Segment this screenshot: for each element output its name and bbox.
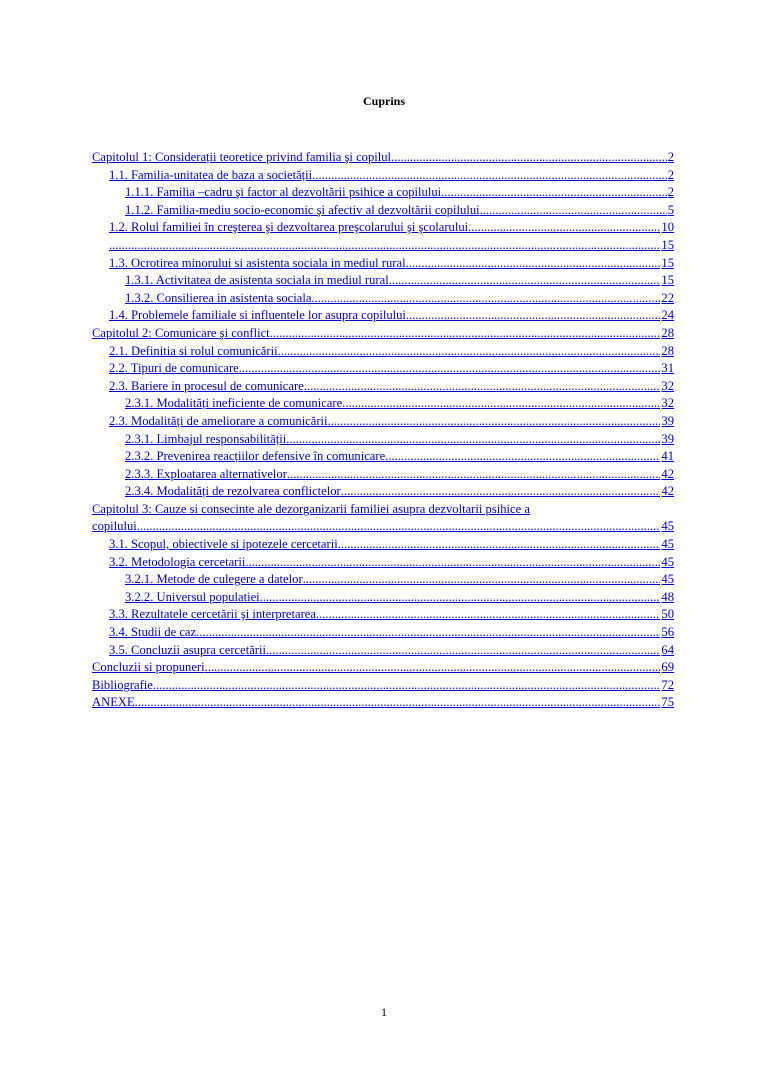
toc-entry-text: Capitolul 2: Comunicare şi conflict <box>92 325 270 340</box>
toc-leader-dots <box>266 642 660 660</box>
toc-page-number: 69 <box>661 660 674 675</box>
page-title: Cuprins <box>362 94 406 108</box>
toc-entry-text: Bibliografie <box>92 677 153 692</box>
toc-leader-dots <box>109 237 660 255</box>
toc-leader-dots <box>260 589 661 607</box>
toc-page-number: 56 <box>661 625 674 640</box>
toc-leader-dots <box>205 659 661 677</box>
toc-page-number: 32 <box>661 396 674 411</box>
toc-page-number: 22 <box>661 290 674 305</box>
toc-leader-dots <box>303 571 661 589</box>
toc-page-number: 2 <box>667 150 674 164</box>
toc-entry-anexe[interactable] <box>92 694 674 712</box>
toc-entry-2-3-1[interactable] <box>92 395 674 413</box>
toc-entry-text: 1.3.2. Consilierea in asistenta sociala <box>125 290 312 305</box>
toc-page-number: 45 <box>661 554 674 569</box>
toc-entry-3-2[interactable] <box>92 554 674 572</box>
toc-entry-3-3[interactable] <box>92 606 674 624</box>
toc-page-number: 72 <box>661 677 674 692</box>
toc-entry-text: Capitolul 1: Considerații teoretice privind familia şi copilul <box>92 150 392 164</box>
toc-leader-dots <box>311 290 660 308</box>
toc-entry-text: 3.2.2. Universul populatiei <box>125 589 260 604</box>
toc-leader-dots <box>278 343 661 361</box>
toc-leader-dots <box>153 677 661 695</box>
toc-page-number: 64 <box>661 642 674 657</box>
toc-entry-line <box>92 501 674 519</box>
toc-entry-3-2-1[interactable] <box>92 571 674 589</box>
toc-leader-dots <box>341 483 661 501</box>
toc-entry-text: copilului <box>92 519 137 534</box>
toc-entry-1-3-1[interactable] <box>92 272 674 290</box>
toc-page-number: 28 <box>661 343 674 358</box>
toc-entry-blank[interactable] <box>92 237 674 255</box>
toc-entry-text: 2.3.1. Modalități ineficiente de comunicare <box>125 396 343 411</box>
toc-leader-dots <box>316 606 660 624</box>
toc-page-number: 48 <box>661 589 674 604</box>
toc-page-number: 5 <box>667 202 674 217</box>
toc-leader-dots <box>389 272 661 290</box>
toc-entry-text: 2.3. Bariere in procesul de comunicare <box>109 378 304 393</box>
toc-entry-text: 1.2. Rolul familiei în creşterea şi dezvoltarea preşcolarului şi şcolarului <box>109 220 469 235</box>
toc-page-number: 2 <box>667 185 674 200</box>
toc-entry-text: ANEXE <box>92 695 135 710</box>
toc-page-number: 75 <box>661 695 674 710</box>
toc-leader-dots <box>137 518 661 536</box>
toc-entry-1-1-2[interactable] <box>92 202 674 220</box>
table-of-contents <box>92 149 674 712</box>
toc-leader-dots <box>338 536 661 554</box>
toc-entry-text: 3.4. Studii de caz <box>109 625 197 640</box>
toc-entry-2-1[interactable] <box>92 343 674 361</box>
toc-leader-dots <box>312 167 667 185</box>
toc-leader-dots <box>406 255 661 273</box>
toc-leader-dots <box>304 378 661 396</box>
toc-page-number: 39 <box>661 431 674 446</box>
toc-entry-1-2[interactable] <box>92 219 674 237</box>
toc-leader-dots <box>391 149 667 167</box>
toc-page-number: 42 <box>661 484 674 499</box>
toc-entry-text: 2.3. Modalități de ameliorare a comunicării <box>109 413 328 428</box>
toc-entry-text: 1.3. Ocrotirea minorului si asistenta sociala in mediul rural <box>109 255 406 270</box>
toc-page-number: 32 <box>661 378 674 393</box>
toc-entry-2-3b-4[interactable] <box>92 483 674 501</box>
toc-entry-2-2[interactable] <box>92 360 674 378</box>
toc-entry-1-3[interactable] <box>92 255 674 273</box>
toc-entry-3-1[interactable] <box>92 536 674 554</box>
toc-leader-dots <box>328 413 661 431</box>
toc-entry-text: 3.5. Concluzii asupra cercetării <box>109 642 267 657</box>
toc-page-number: 28 <box>661 325 674 340</box>
toc-entry-chapter-2[interactable] <box>92 325 674 343</box>
toc-entry-bibliografie[interactable] <box>92 677 674 695</box>
toc-page-number: 42 <box>661 466 674 481</box>
toc-page-number: 45 <box>661 519 674 534</box>
toc-entry-text: 2.3.2. Prevenirea reacțiilor defensive în comunicare <box>125 449 386 464</box>
toc-page-number: 15 <box>661 237 674 252</box>
toc-entry-3-2-2[interactable] <box>92 589 674 607</box>
toc-entry-1-3-2[interactable] <box>92 290 674 308</box>
toc-entry-3-5[interactable] <box>92 642 674 660</box>
toc-entry-2-3b-3[interactable] <box>92 466 674 484</box>
toc-leader-dots <box>135 694 661 712</box>
toc-page-number: 45 <box>661 572 674 587</box>
toc-entry-text: Concluzii si propuneri <box>92 660 205 675</box>
toc-leader-dots <box>245 554 660 572</box>
toc-page-number: 10 <box>661 220 674 235</box>
toc-entry-2-3b[interactable] <box>92 413 674 431</box>
toc-entry-1-1-1[interactable] <box>92 184 674 202</box>
toc-page-number: 24 <box>661 308 674 323</box>
toc-entry-text: 3.2.1. Metode de culegere a datelor <box>125 572 303 587</box>
page-number: 1 <box>381 1005 387 1019</box>
toc-page-number: 2 <box>667 167 674 182</box>
toc-entry-text: 3.1. Scopul, obiectivele si ipotezele cercetarii <box>109 537 338 552</box>
toc-entry-text: 1.1.1. Familia –cadru şi factor al dezvoltării psihice a copilului <box>125 185 442 200</box>
toc-entry-concluzii[interactable] <box>92 659 674 677</box>
toc-leader-dots <box>385 448 660 466</box>
toc-page-number: 15 <box>661 273 674 288</box>
toc-entry-1-1[interactable] <box>92 167 674 185</box>
toc-leader-dots <box>480 202 667 220</box>
toc-entry-text: 1.4. Problemele familiale si influentele lor asupra copilului <box>109 308 406 323</box>
toc-entry-text: 2.3.4. Modalități de rezolvarea conflictelor <box>125 484 341 499</box>
toc-entry-1-4[interactable] <box>92 307 674 325</box>
toc-entry-2-3b-1[interactable] <box>92 431 674 449</box>
toc-entry-text: Capitolul 3: Cauze si consecinte ale dezorganizarii familiei asupra dezvoltarii psihice a <box>92 501 530 516</box>
toc-entry-text: 3.3. Rezultatele cercetării şi interpretarea <box>109 607 316 622</box>
toc-entry-2-3b-2[interactable] <box>92 448 674 466</box>
toc-entry-text: 2.2. Tipuri de comunicare <box>109 361 239 376</box>
toc-entry-text: 2.1. Definitia si rolul comunicării <box>109 343 278 358</box>
toc-entry-text: 3.2. Metodologia cercetarii <box>109 554 246 569</box>
toc-leader-dots <box>196 624 660 642</box>
toc-leader-dots <box>239 360 661 378</box>
toc-entry-2-3[interactable] <box>92 378 674 396</box>
toc-page-number: 15 <box>661 255 674 270</box>
toc-leader-dots <box>468 219 660 237</box>
toc-entry-text: 2.3.3. Exploatarea alternativelor <box>125 466 287 481</box>
toc-leader-dots <box>406 307 660 325</box>
toc-entry-line <box>92 518 674 536</box>
toc-leader-dots <box>270 325 661 343</box>
toc-entry-text: 2.3.1. Limbajul responsabilității <box>125 431 287 446</box>
toc-leader-dots <box>287 466 661 484</box>
toc-page-number: 31 <box>661 361 674 376</box>
toc-page-number: 45 <box>661 537 674 552</box>
toc-entry-chapter-1[interactable] <box>92 149 674 167</box>
toc-entry-text: 1.1. Familia-unitatea de baza a societății <box>109 167 313 182</box>
toc-leader-dots <box>286 431 660 449</box>
toc-leader-dots <box>441 184 667 202</box>
toc-entry-text: 1.1.2. Familia-mediu socio-economic şi afectiv al dezvoltării copilului <box>125 202 480 217</box>
toc-page-number: 39 <box>661 413 674 428</box>
toc-leader-dots <box>342 395 660 413</box>
toc-page-number: 50 <box>661 607 674 622</box>
toc-entry-text: 1.3.1. Activitatea de asistenta sociala in mediul rural <box>125 273 389 288</box>
toc-page-number: 41 <box>661 449 674 464</box>
toc-entry-chapter-3[interactable] <box>92 501 674 536</box>
toc-entry-3-4[interactable] <box>92 624 674 642</box>
